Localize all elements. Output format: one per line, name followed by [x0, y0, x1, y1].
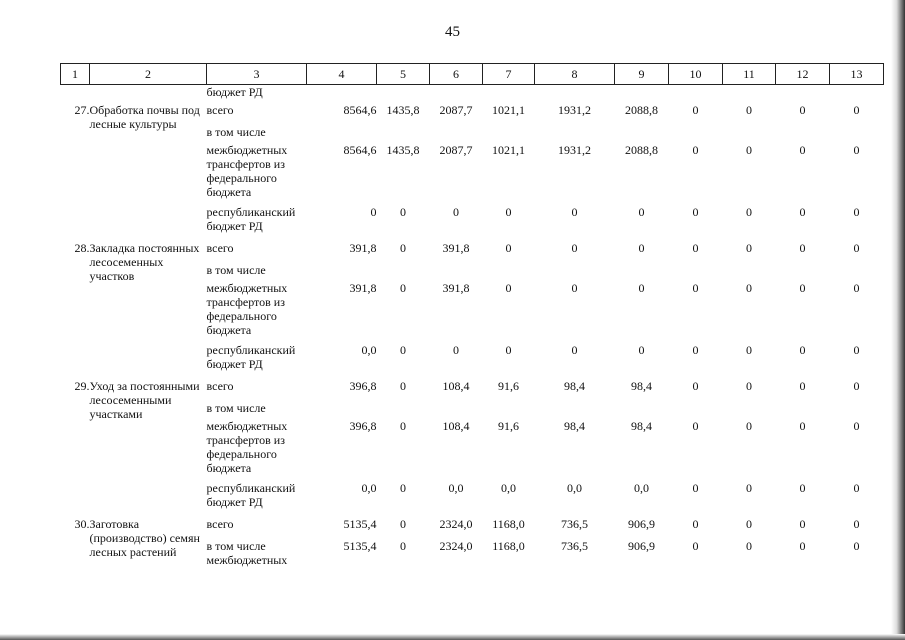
value-cell	[483, 121, 535, 139]
col-header: 9	[615, 64, 669, 85]
table-body	[61, 85, 884, 572]
item-number: 30.	[74, 517, 90, 531]
value-cell: 0	[505, 281, 512, 295]
value-cell: 2087,7	[439, 103, 473, 117]
col-header: 12	[776, 64, 830, 85]
value-cell: 5135,4	[343, 539, 377, 553]
value-cell: 1435,8	[386, 103, 420, 117]
value-cell: 0	[799, 241, 806, 255]
value-cell: 0	[799, 379, 806, 393]
value-cell: 0	[853, 103, 860, 117]
value-cell: 91,6	[498, 379, 519, 393]
value-cell: 0	[853, 481, 860, 495]
value-cell: 0	[746, 241, 752, 255]
value-cell	[615, 397, 669, 415]
value-cell: 736,5	[561, 517, 588, 531]
value-cell: 0	[853, 539, 860, 553]
item-number: 28.	[74, 241, 90, 255]
value-cell: 0	[692, 481, 699, 495]
value-cell: 0	[799, 103, 806, 117]
value-cell: 906,9	[628, 517, 655, 531]
value-cell: 0	[853, 517, 860, 531]
value-cell	[830, 397, 884, 415]
value-cell: 0	[400, 281, 406, 295]
value-cell: 0	[853, 343, 860, 357]
scan-bottom-shadow	[0, 634, 905, 640]
value-cell: 0	[692, 343, 699, 357]
value-cell: 0	[799, 539, 806, 553]
value-cell: 0	[692, 281, 699, 295]
item-name: Заготовка (производство) семян лесных растений	[89, 517, 200, 559]
value-cell: 0	[638, 205, 645, 219]
value-cell: 0,0	[501, 481, 516, 495]
budget-type: республиканский бюджет РД	[206, 481, 296, 509]
value-cell: 0	[400, 241, 406, 255]
value-cell: 0	[505, 241, 512, 255]
value-cell	[483, 259, 535, 277]
budget-type: всего	[206, 241, 234, 255]
value-cell	[430, 259, 483, 277]
value-cell	[723, 121, 776, 139]
value-cell: 2088,8	[625, 143, 658, 157]
value-cell: 0	[853, 143, 860, 157]
value-cell: 0	[505, 205, 512, 219]
value-cell: 1931,2	[558, 103, 591, 117]
value-cell	[377, 397, 430, 415]
value-cell: 0	[799, 343, 806, 357]
value-cell	[483, 397, 535, 415]
budget-type: межбюджетных трансфертов из федерального бюджета	[206, 281, 288, 337]
value-cell: 1168,0	[492, 539, 525, 553]
value-cell: 2324,0	[439, 539, 473, 553]
value-cell: 0	[799, 517, 806, 531]
value-cell	[776, 259, 830, 277]
value-cell: 0	[799, 281, 806, 295]
value-cell: 0	[746, 343, 752, 357]
value-cell: 1021,1	[492, 143, 525, 157]
value-cell: 1168,0	[492, 517, 525, 531]
value-cell: 0,0	[361, 343, 377, 357]
budget-type: межбюджетных трансфертов из федерального бюджета	[206, 143, 288, 199]
value-cell: 0	[692, 241, 699, 255]
value-cell: 0	[400, 343, 406, 357]
value-cell: 0	[638, 241, 645, 255]
value-cell: 0	[853, 205, 860, 219]
value-cell: 1435,8	[386, 143, 420, 157]
value-cell: 2088,8	[625, 103, 658, 117]
item-name: Уход за постоянными лесосеменными участками	[89, 379, 200, 421]
value-cell: 0	[853, 419, 860, 433]
table-row	[61, 237, 884, 259]
value-cell: 396,8	[349, 419, 377, 433]
value-cell	[669, 121, 723, 139]
value-cell: 0	[571, 281, 578, 295]
value-cell	[535, 259, 615, 277]
value-cell: 0	[453, 343, 459, 357]
item-name: Обработка почвы под лесные культуры	[89, 103, 200, 131]
value-cell: 0	[370, 205, 377, 219]
value-cell: 0	[853, 379, 860, 393]
value-cell: 0	[746, 517, 752, 531]
value-cell: 0	[746, 539, 752, 553]
value-cell: 0	[453, 205, 459, 219]
value-cell: 0	[638, 281, 645, 295]
value-cell: 0	[746, 481, 752, 495]
value-cell	[307, 259, 377, 277]
header-row	[61, 64, 884, 85]
value-cell: 0	[746, 143, 752, 157]
budget-type: бюджет РД	[206, 85, 263, 99]
value-cell	[615, 259, 669, 277]
value-cell: 0	[400, 517, 406, 531]
value-cell: 0	[799, 419, 806, 433]
value-cell: 0	[692, 517, 699, 531]
value-cell: 98,4	[564, 379, 585, 393]
value-cell: 0	[746, 205, 752, 219]
value-cell	[830, 121, 884, 139]
value-cell: 0	[746, 281, 752, 295]
value-cell: 0	[638, 343, 645, 357]
col-header: 2	[90, 64, 207, 85]
value-cell: 391,8	[442, 281, 470, 295]
table-row	[61, 375, 884, 397]
value-cell: 0	[692, 103, 699, 117]
value-cell	[307, 397, 377, 415]
col-header: 3	[207, 64, 307, 85]
continuation-row	[61, 85, 884, 100]
budget-type: республиканский бюджет РД	[206, 343, 296, 371]
col-header: 11	[723, 64, 776, 85]
value-cell: 0	[505, 343, 512, 357]
value-cell: 906,9	[628, 539, 655, 553]
value-cell: 0	[571, 205, 578, 219]
budget-type: межбюджетных трансфертов из федерального бюджета	[206, 419, 288, 475]
value-cell: 0	[799, 481, 806, 495]
value-cell: 1021,1	[492, 103, 525, 117]
budget-type: в том числе	[206, 263, 266, 277]
value-cell	[669, 259, 723, 277]
value-cell	[830, 259, 884, 277]
scan-edge-shadow	[891, 0, 905, 640]
value-cell: 0	[571, 241, 578, 255]
value-cell: 0	[799, 205, 806, 219]
value-cell: 0	[746, 103, 752, 117]
value-cell: 108,4	[442, 379, 470, 393]
value-cell: 0	[400, 205, 406, 219]
value-cell: 98,4	[564, 419, 585, 433]
value-cell: 0	[853, 241, 860, 255]
item-name: Закладка постоянных лесосеменных участков	[89, 241, 200, 283]
budget-type: в том числе	[206, 125, 266, 139]
table-row	[61, 513, 884, 535]
col-header: 5	[377, 64, 430, 85]
value-cell	[430, 397, 483, 415]
budget-type: в том числе межбюджетных	[206, 539, 288, 567]
value-cell	[723, 397, 776, 415]
value-cell	[430, 121, 483, 139]
value-cell: 391,8	[442, 241, 470, 255]
value-cell: 0	[400, 379, 406, 393]
value-cell: 0	[571, 343, 578, 357]
value-cell: 391,8	[349, 281, 377, 295]
budget-type: всего	[206, 103, 234, 117]
value-cell: 2324,0	[439, 517, 473, 531]
value-cell	[776, 121, 830, 139]
value-cell: 391,8	[349, 241, 377, 255]
col-header: 6	[430, 64, 483, 85]
value-cell	[377, 121, 430, 139]
value-cell	[535, 397, 615, 415]
value-cell: 0	[853, 281, 860, 295]
value-cell: 91,6	[498, 419, 519, 433]
col-header: 13	[830, 64, 884, 85]
value-cell: 8564,6	[343, 143, 377, 157]
value-cell: 0	[799, 143, 806, 157]
budget-type: республиканский бюджет РД	[206, 205, 296, 233]
value-cell	[307, 121, 377, 139]
page-number: 45	[445, 24, 460, 40]
value-cell: 0	[692, 539, 699, 553]
value-cell: 98,4	[631, 419, 652, 433]
value-cell: 0	[692, 205, 699, 219]
value-cell: 0,0	[448, 481, 464, 495]
value-cell: 396,8	[349, 379, 377, 393]
table-row	[61, 99, 884, 121]
budget-table	[60, 63, 884, 571]
col-header: 4	[307, 64, 377, 85]
value-cell	[615, 121, 669, 139]
col-header: 8	[535, 64, 615, 85]
item-number: 29.	[74, 379, 90, 393]
budget-type: всего	[206, 517, 234, 531]
value-cell	[669, 397, 723, 415]
value-cell: 0,0	[634, 481, 649, 495]
value-cell: 736,5	[561, 539, 588, 553]
value-cell: 0	[400, 419, 406, 433]
budget-type: всего	[206, 379, 234, 393]
value-cell: 0	[692, 379, 699, 393]
value-cell: 0	[746, 379, 752, 393]
col-header: 7	[483, 64, 535, 85]
budget-type: в том числе	[206, 401, 266, 415]
value-cell: 1931,2	[558, 143, 591, 157]
value-cell: 0	[746, 419, 752, 433]
col-header: 10	[669, 64, 723, 85]
value-cell	[776, 397, 830, 415]
value-cell	[535, 121, 615, 139]
value-cell: 0	[692, 419, 699, 433]
item-number: 27.	[74, 103, 90, 117]
value-cell: 108,4	[442, 419, 470, 433]
value-cell	[723, 259, 776, 277]
value-cell	[377, 259, 430, 277]
value-cell: 8564,6	[343, 103, 377, 117]
value-cell: 0	[400, 539, 406, 553]
value-cell: 0	[692, 143, 699, 157]
value-cell: 2087,7	[439, 143, 473, 157]
value-cell: 98,4	[631, 379, 652, 393]
col-header: 1	[61, 64, 90, 85]
value-cell: 0	[400, 481, 406, 495]
value-cell: 5135,4	[343, 517, 377, 531]
value-cell: 0,0	[361, 481, 377, 495]
value-cell: 0,0	[567, 481, 582, 495]
